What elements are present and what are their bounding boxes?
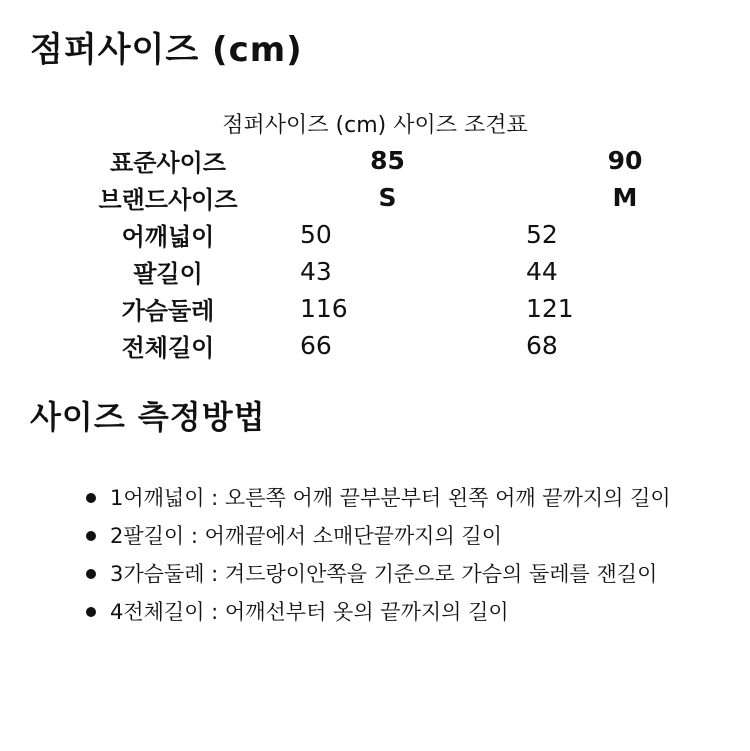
size-value: 90 [607,146,643,175]
list-item [82,480,722,516]
table-row-chest [80,290,731,327]
size-chart-table [80,142,731,364]
table-row-brand-size [80,179,731,216]
table-row-sleeve-length [80,253,731,290]
list-item-text: 3가슴둘레 : 겨드랑이안쪽을 기준으로 가슴의 둘레를 잰길이 [110,562,658,586]
list-item [82,518,722,554]
list-item [82,556,722,592]
table-caption: 점퍼사이즈 (cm) 사이즈 조견표 [222,113,528,138]
page-title: 점퍼사이즈 (cm) [30,30,303,70]
measure-value: 66 [300,331,332,360]
bullet-icon [86,569,96,579]
measure-value: 68 [526,331,558,360]
measure-value: 52 [526,220,558,249]
size-value: S [378,183,397,212]
table-row-total-length [80,327,731,364]
measure-value: 116 [300,294,348,323]
bullet-icon [86,493,96,503]
list-item-text: 1어깨넓이 : 오른쪽 어깨 끝부분부터 왼쪽 어깨 끝까지의 길이 [110,486,671,510]
table-row-shoulder-width [80,216,731,253]
measurement-method-list [82,480,722,632]
table-row-standard-size [80,142,731,179]
measure-value: 44 [526,257,558,286]
measure-value: 43 [300,257,332,286]
row-label: 전체길이 [121,334,215,362]
measure-value: 121 [526,294,574,323]
bullet-icon [86,607,96,617]
list-item-text: 4전체길이 : 어깨선부터 옷의 끝까지의 길이 [110,600,509,624]
row-label: 가슴둘레 [121,297,215,325]
list-item-text: 2팔길이 : 어깨끝에서 소매단끝까지의 길이 [110,524,502,548]
row-label: 표준사이즈 [110,149,226,177]
size-value: 85 [370,146,405,175]
row-label: 팔길이 [133,260,203,288]
measure-value: 50 [300,220,332,249]
size-value: M [612,183,638,212]
bullet-icon [86,531,96,541]
row-label: 브랜드사이즈 [98,186,238,214]
list-item [82,594,722,630]
row-label: 어깨넓이 [121,223,215,251]
section-title-measurement: 사이즈 측정방법 [30,398,266,436]
